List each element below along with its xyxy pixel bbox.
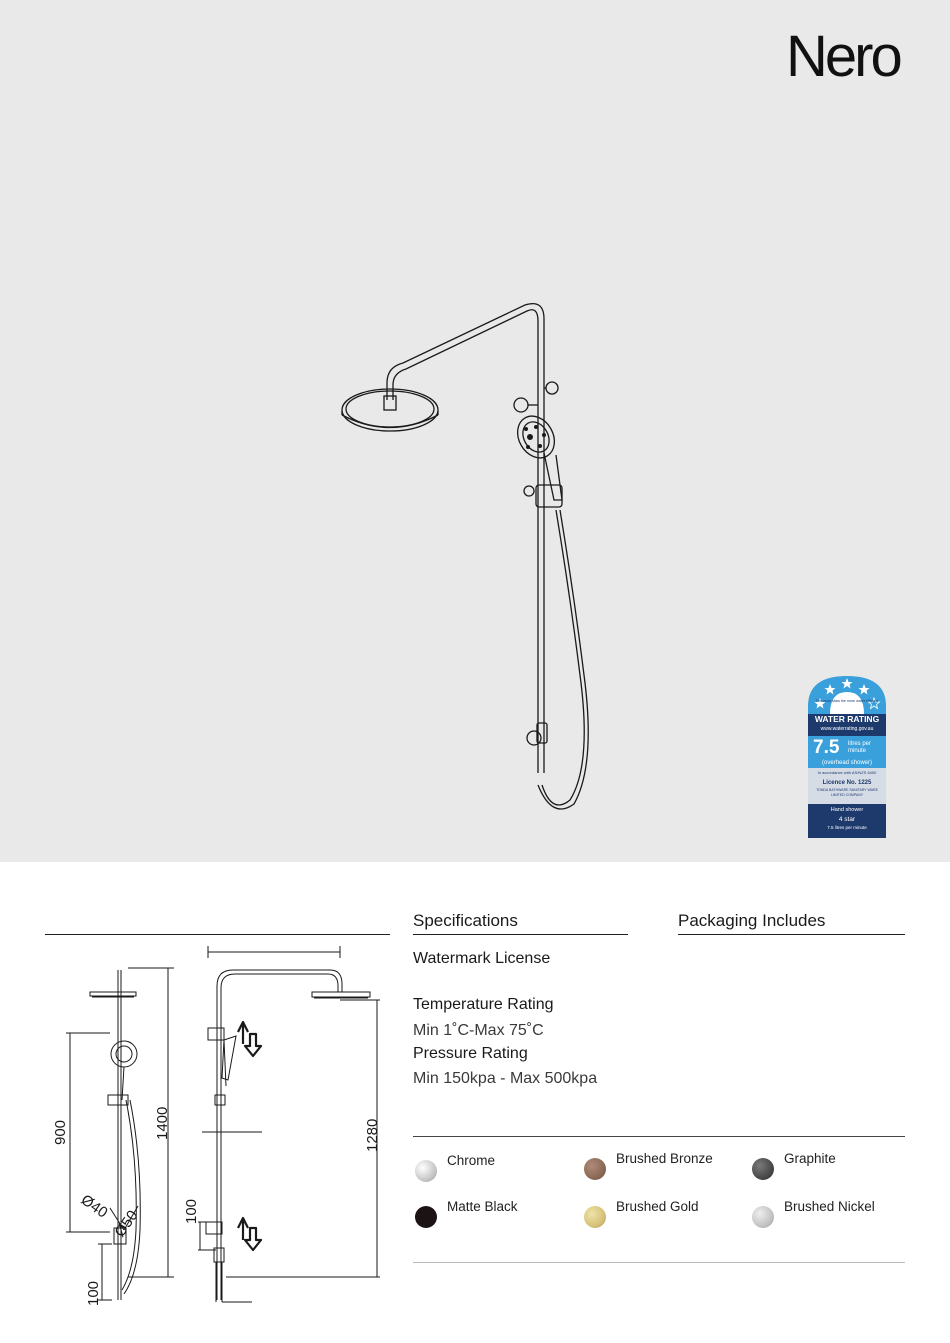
finish-name: Brushed Bronze bbox=[616, 1151, 713, 1166]
finish-name: Brushed Nickel bbox=[784, 1199, 875, 1214]
rating-flow-value: 7.5 bbox=[813, 737, 840, 758]
rating-flow-note: (overhead shower) bbox=[821, 760, 873, 766]
water-rating-stars bbox=[808, 674, 886, 714]
shower-product-illustration bbox=[330, 295, 600, 825]
rating-hand-stars: 4 star bbox=[838, 816, 856, 823]
rating-hand-band bbox=[808, 804, 886, 838]
finish-swatch bbox=[752, 1206, 774, 1228]
finish-name: Matte Black bbox=[447, 1199, 518, 1214]
dim-100-side: 100 bbox=[183, 1198, 200, 1224]
drawing-top-rule bbox=[45, 934, 390, 935]
dim-d50: Ø50 bbox=[111, 1207, 142, 1241]
brand-logo: Nero bbox=[786, 24, 900, 89]
pressure-value: Min 150kpa - Max 500kpa bbox=[413, 1070, 598, 1087]
rating-company: TONDA BATHWARE SANITARY WARE LIMITED COMPANY bbox=[816, 788, 878, 797]
rating-flow-band bbox=[808, 736, 886, 768]
technical-drawing bbox=[40, 940, 390, 1310]
dim-1400: 1400 bbox=[154, 1106, 171, 1140]
dim-900: 900 bbox=[52, 1119, 69, 1145]
rating-caption: The more stars the more water efficient bbox=[815, 699, 879, 703]
rating-title-band bbox=[808, 714, 886, 736]
dim-d40: Ø40 bbox=[77, 1191, 111, 1222]
finish-name: Brushed Gold bbox=[616, 1199, 699, 1214]
finish-name: Graphite bbox=[784, 1151, 836, 1166]
rating-title: WATER RATING bbox=[814, 714, 880, 724]
finish-brushed-gold[interactable] bbox=[584, 1198, 744, 1228]
finish-swatch bbox=[415, 1160, 437, 1182]
packaging-rule bbox=[678, 934, 905, 935]
finish-swatch bbox=[584, 1206, 606, 1228]
finish-name: Chrome bbox=[447, 1153, 496, 1168]
finish-graphite[interactable] bbox=[752, 1150, 912, 1180]
finishes-top-rule bbox=[413, 1136, 905, 1137]
finishes-bottom-rule bbox=[413, 1262, 905, 1263]
temperature-label: Temperature Rating bbox=[413, 996, 554, 1013]
packaging-heading: Packaging Includes bbox=[678, 911, 826, 930]
pressure-label: Pressure Rating bbox=[413, 1045, 528, 1062]
rating-hand-flow: 7.5 litres per minute bbox=[827, 825, 867, 830]
finish-matte-black[interactable] bbox=[415, 1198, 575, 1228]
rating-licence-band bbox=[808, 768, 886, 804]
finish-swatch bbox=[415, 1206, 437, 1228]
finish-brushed-nickel[interactable] bbox=[752, 1198, 912, 1228]
rating-flow-unit: litres per minute bbox=[848, 741, 872, 754]
dim-100-left: 100 bbox=[85, 1280, 102, 1306]
specifications-rule bbox=[413, 934, 628, 935]
finish-chrome[interactable] bbox=[415, 1152, 575, 1182]
specifications-heading: Specifications bbox=[413, 911, 518, 930]
temperature-value: Min 1˚C-Max 75˚C bbox=[413, 1022, 544, 1039]
water-rating-label bbox=[808, 674, 886, 838]
finish-swatch bbox=[752, 1158, 774, 1180]
watermark-label: Watermark License bbox=[413, 950, 551, 967]
rating-url: www.waterrating.gov.au bbox=[820, 726, 874, 732]
finish-brushed-bronze[interactable] bbox=[584, 1150, 744, 1180]
rating-standard: In accordance with AS/NZS 6400 bbox=[817, 770, 877, 775]
finish-swatch bbox=[584, 1158, 606, 1180]
rating-hand-label: Hand shower bbox=[830, 807, 864, 813]
rating-licence: Licence No. 1225 bbox=[822, 780, 872, 786]
dim-1280: 1280 bbox=[364, 1118, 381, 1152]
